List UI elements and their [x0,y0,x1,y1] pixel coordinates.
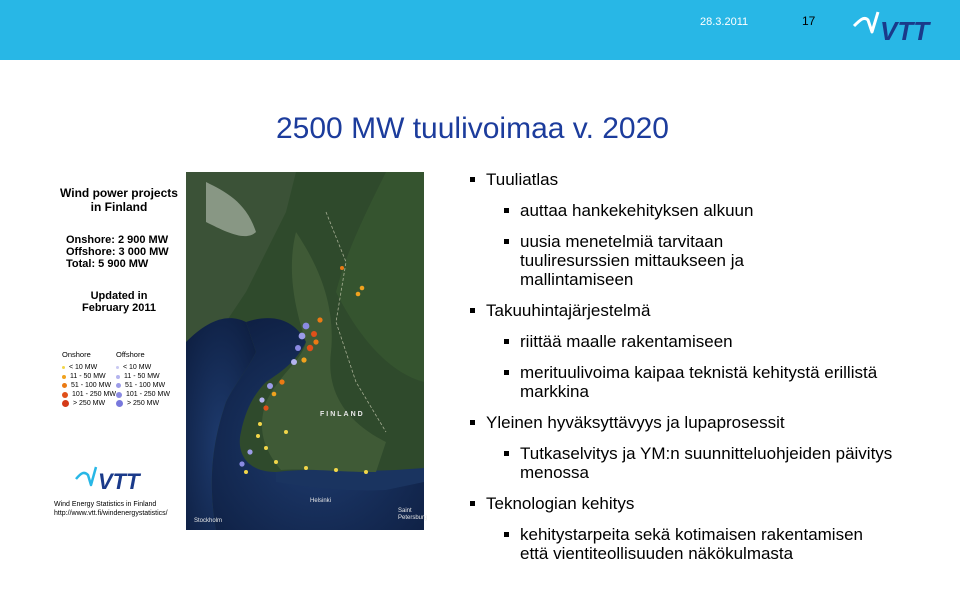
bullet-text: uusia menetelmiä tarvitaan tuuliresurssien mittaukseen ja mallintamiseen [520,232,744,289]
grand-total: Total: 5 900 MW [66,258,149,270]
svg-text:VTT: VTT [880,16,930,46]
source-url: http://www.vtt.fi/windenergystatistics/ [54,510,168,517]
offshore-marker-swatch [116,383,121,388]
wind-project-marker [272,392,277,397]
wind-project-marker [304,466,308,470]
wind-project-marker [239,461,244,466]
offshore-class-label: > 250 MW [127,400,160,407]
map-label-stockholm: Stockholm [194,518,223,524]
wind-project-marker [256,434,260,438]
offshore-total: Offshore: 3 000 MW [66,246,169,258]
header-bar [0,0,960,60]
offshore-legend-row [116,372,176,381]
bullet-text: kehitystarpeita sekä kotimaisen rakentamisen että vientiteollisuuden näkökulmasta [520,525,863,563]
onshore-class-label: 11 - 50 MW [70,373,106,380]
bullet-item [470,201,950,220]
legend-totals [54,234,184,270]
legend-title-line2: in Finland [90,200,148,214]
map-label-petersburg: Petersburg [398,515,428,521]
offshore-marker-swatch [116,366,119,369]
bullet-text: Teknologian kehitys [486,494,635,513]
map-label-saint: Saint [398,508,412,514]
wind-project-marker [247,449,252,454]
offshore-legend-row [116,363,176,372]
wind-project-marker [301,357,306,362]
vtt-logo-small [74,463,164,495]
wind-project-marker [360,286,365,291]
offshore-marker-swatch [116,375,120,379]
bullet-text: Tuuliatlas [486,170,559,189]
wind-project-marker [334,468,338,472]
wind-project-marker [244,470,248,474]
bullet-item [470,363,930,401]
onshore-legend-row [62,372,122,381]
bullet-item [470,525,890,563]
onshore-marker-swatch [62,400,69,407]
legend-title-line1: Wind power projects [60,186,178,200]
onshore-legend-row [62,390,122,399]
wind-project-marker [279,379,284,384]
bullet-item [470,444,940,482]
page-number: 17 [802,14,816,28]
bullet-text: auttaa hankekehityksen alkuun [520,201,754,220]
finland-wind-map [186,172,428,530]
bullet-item [470,494,950,513]
onshore-class-label: > 250 MW [73,400,106,407]
vtt-logo [852,6,948,48]
source-title: Wind Energy Statistics in Finland [54,501,157,508]
wind-project-marker [259,397,264,402]
bullet-text: merituulivoima kaipaa teknistä kehitystä erillistä markkina [520,363,878,401]
map-label-helsinki: Helsinki [310,498,332,504]
onshore-legend-row [62,381,122,390]
onshore-class-label: 101 - 250 MW [72,391,116,398]
legend-source [54,500,168,518]
map-legend [54,186,184,407]
onshore-marker-swatch [62,392,68,398]
updated-line1: Updated in [90,290,148,302]
onshore-header: Onshore [62,350,91,359]
bullet-text: Takuuhintajärjestelmä [486,301,651,320]
onshore-column [62,350,122,408]
offshore-marker-swatch [116,392,122,398]
offshore-class-label: 51 - 100 MW [125,382,166,389]
bullet-text: Yleinen hyväksyttävyys ja lupaprosessit [486,413,785,432]
date-label: 28.3.2011 [700,16,749,28]
onshore-class-label: < 10 MW [69,364,98,371]
bullet-item [470,232,810,289]
onshore-legend-row [62,399,122,408]
page-title: 2500 MW tuulivoimaa v. 2020 [276,112,669,145]
wind-project-marker [299,333,306,340]
bullet-item [470,413,950,432]
map-label-finland: FINLAND [320,411,365,418]
wind-project-marker [284,430,288,434]
onshore-class-label: 51 - 100 MW [71,382,112,389]
wind-project-marker [264,446,268,450]
offshore-legend-row [116,399,176,408]
onshore-marker-swatch [62,366,65,369]
wind-project-marker [258,422,262,426]
wind-project-marker [291,359,297,365]
wind-project-marker [356,292,361,297]
bullet-text: Tutkaselvitys ja YM:n suunnitteluohjeiden päivitys menossa [520,444,893,482]
wind-project-marker [295,345,301,351]
wind-project-marker [364,470,368,474]
svg-text:VTT: VTT [98,469,140,494]
offshore-class-label: < 10 MW [123,364,152,371]
offshore-class-label: 101 - 250 MW [126,391,170,398]
bullet-item [470,332,950,351]
bullet-item [470,170,950,189]
offshore-class-label: 11 - 50 MW [124,373,160,380]
offshore-marker-swatch [116,400,123,407]
wind-project-marker [307,345,313,351]
wind-project-marker [340,266,344,270]
wind-project-marker [267,383,273,389]
offshore-column [116,350,176,408]
bullet-list [470,170,950,575]
updated-line2: February 2011 [82,302,156,314]
wind-project-marker [263,405,268,410]
bullet-text: riittää maalle rakentamiseen [520,332,733,351]
offshore-legend-row [116,381,176,390]
onshore-total: Onshore: 2 900 MW [66,234,169,246]
legend-title [54,186,184,214]
onshore-marker-swatch [62,383,67,388]
wind-project-marker [313,339,318,344]
offshore-header: Offshore [116,350,145,359]
wind-project-marker [311,331,317,337]
bullet-item [470,301,950,320]
legend-updated [54,290,184,314]
wind-project-marker [303,323,310,330]
wind-project-marker [317,317,322,322]
offshore-legend-row [116,390,176,399]
onshore-marker-swatch [62,375,66,379]
wind-project-marker [274,460,278,464]
onshore-legend-row [62,363,122,372]
